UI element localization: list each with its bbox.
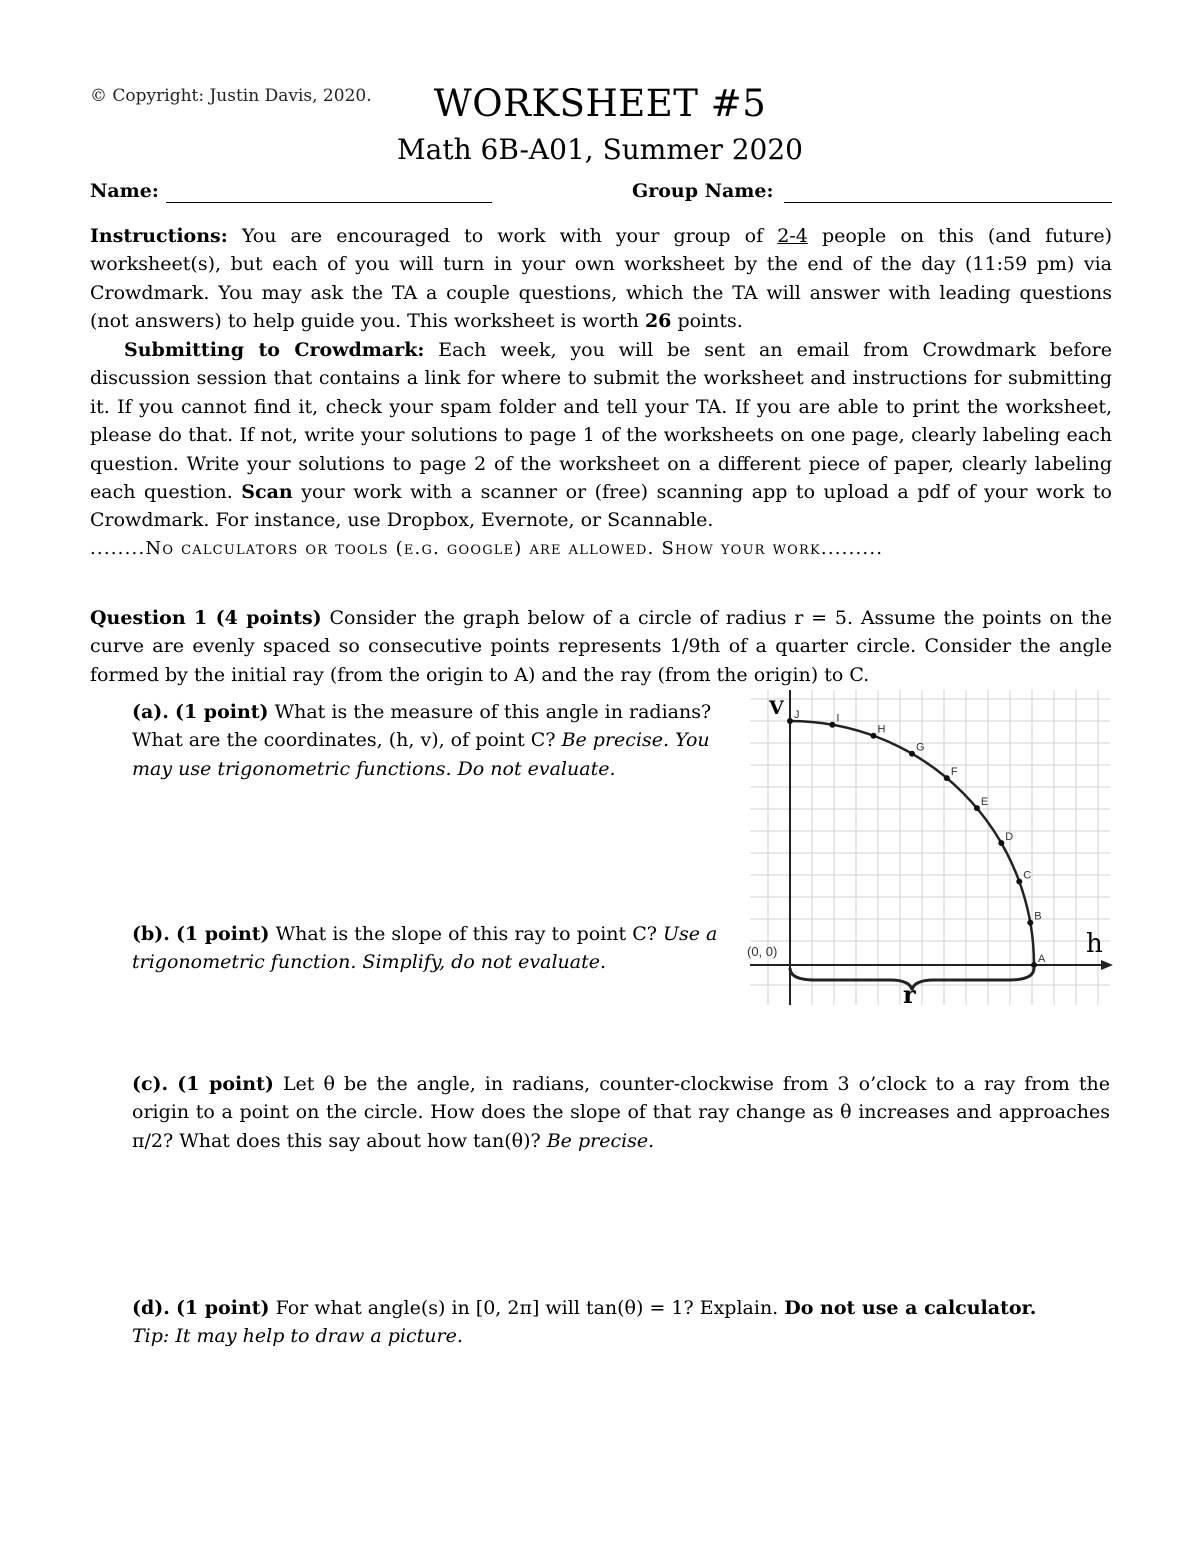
name-label: Name: [90,180,159,202]
part-d [132,1294,1110,1351]
part-d-tag: (d). [132,1297,170,1319]
part-c-tag: (c). [132,1073,169,1095]
point-label-h: H [877,723,886,736]
point-e [974,805,980,811]
point-j [787,718,793,724]
part-b-tag: (b). [132,923,170,945]
part-d-note: Tip: It may help to draw a picture. [132,1325,463,1348]
total-points: 26 [644,310,672,333]
point-d [998,840,1004,846]
part-d-text: For what angle(s) in [0, 2π] will tan(θ) = 1? Explain. [275,1297,779,1319]
submitting-paragraph [90,336,1112,535]
part-d-bold: Do not use a calculator. [784,1297,1037,1319]
instructions-text-3: points. [677,310,743,333]
origin-label: (0, 0) [747,944,778,959]
part-c [132,1070,1110,1155]
point-label-g: G [916,741,925,754]
scan-word: Scan [241,481,293,504]
part-c-note: Be precise. [546,1129,655,1152]
point-a [1031,962,1037,968]
instructions-text-1: You are encouraged to work with your group of [241,225,764,247]
part-a [132,698,747,783]
part-b-points: (1 point) [175,923,270,945]
h-axis-arrow [1101,960,1113,970]
point-label-f: F [950,766,958,779]
h-axis-label: h [1086,929,1103,959]
page-title: WORKSHEET #5 [433,82,767,125]
question-1 [90,604,1112,689]
v-axis-label: V [769,697,784,719]
part-c-points: (1 point) [177,1073,274,1095]
part-b-text: What is the slope of this ray to point C? [275,923,657,945]
part-d-points: (1 point) [175,1297,270,1319]
point-label-c: C [1023,869,1032,882]
part-c-text: Let θ be the angle, in radians, counter-clockwise from 3 o’clock to a ray from the origin to a point on the circle. How does the slope of that ray change as θ increases and approaches π/2? What does this say about how tan(θ)? [132,1073,1111,1152]
point-label-i: I [836,712,840,725]
point-label-b: B [1034,910,1042,923]
group-name-label: Group Name: [632,180,774,202]
instructions-text-2: people on this (and future) worksheet(s), but each of you will turn in your own worksheet by the end of the day (11:59 pm) via Crowdmark. You may ask the TA a couple questions, which the TA will answer with leading questions (not answers) to help guide you. This worksheet is worth [90,225,1113,333]
instructions-label: Instructions: [90,225,228,247]
quarter-circle-graph [745,690,1115,1010]
point-c [1016,879,1022,885]
part-a-tag: (a). [132,701,169,723]
point-i [829,722,835,728]
copyright-notice: © Copyright: Justin Davis, 2020. [90,86,372,106]
point-label-j: J [794,709,800,721]
point-label-d: D [1005,831,1014,843]
part-a-note: Be precise. You may use trigonometric functions. Do not evaluate. [132,729,710,780]
point-label-e: E [980,796,989,809]
point-label-a: A [1038,953,1046,965]
quarter-circle-arc [790,721,1034,965]
part-a-text: What is the measure of this angle in radians? What are the coordinates, (h, v), of point C? [132,701,712,752]
part-b-note: Use a trigonometric function. Simplify, do not evaluate. [132,923,718,974]
group-size: 2-4 [777,225,808,247]
name-blank[interactable] [166,180,492,203]
group-name-blank[interactable] [784,180,1112,203]
point-b [1027,920,1033,926]
no-calculators-notice: ........No calculators or tools (e.g. google) are allowed. Show your work......... [90,538,884,559]
question-1-label: Question 1 (4 points) [90,607,322,629]
point-h [870,733,876,739]
point-g [909,751,915,757]
point-f [944,775,950,781]
radius-label: r [903,980,916,1009]
submitting-text-1: Each week, you will be sent an email from Crowdmark before discussion session that contains a link for where to submit the worksheet and instructions for submitting it. If you cannot find it, check your spam folder and tell your TA. If you are able to print the worksheet, please do that. If not, write your solutions to page 1 of the worksheets on one page, clearly labeling each question. Write your solutions to page 2 of the worksheet on a different piece of paper, clearly labeling each question. [90,339,1112,504]
submitting-text-2: your work with a scanner or (free) scanning app to upload a pdf of your work to Crowdmark. For instance, use Dropbox, Evernote, or Scannable. [90,481,1112,532]
instructions-paragraph [90,222,1112,336]
question-1-text: Consider the graph below of a circle of radius r = 5. Assume the points on the curve are evenly spaced so consecutive points represents 1/9th of a quarter circle. Consider the angle formed by the initial ray (from the origin to A) and the ray (from the origin) to C. [90,607,1112,686]
part-a-points: (1 point) [174,701,269,723]
part-b [132,920,732,977]
course-subtitle: Math 6B-A01, Summer 2020 [397,133,803,166]
submitting-label: Submitting to Crowdmark: [124,339,425,361]
